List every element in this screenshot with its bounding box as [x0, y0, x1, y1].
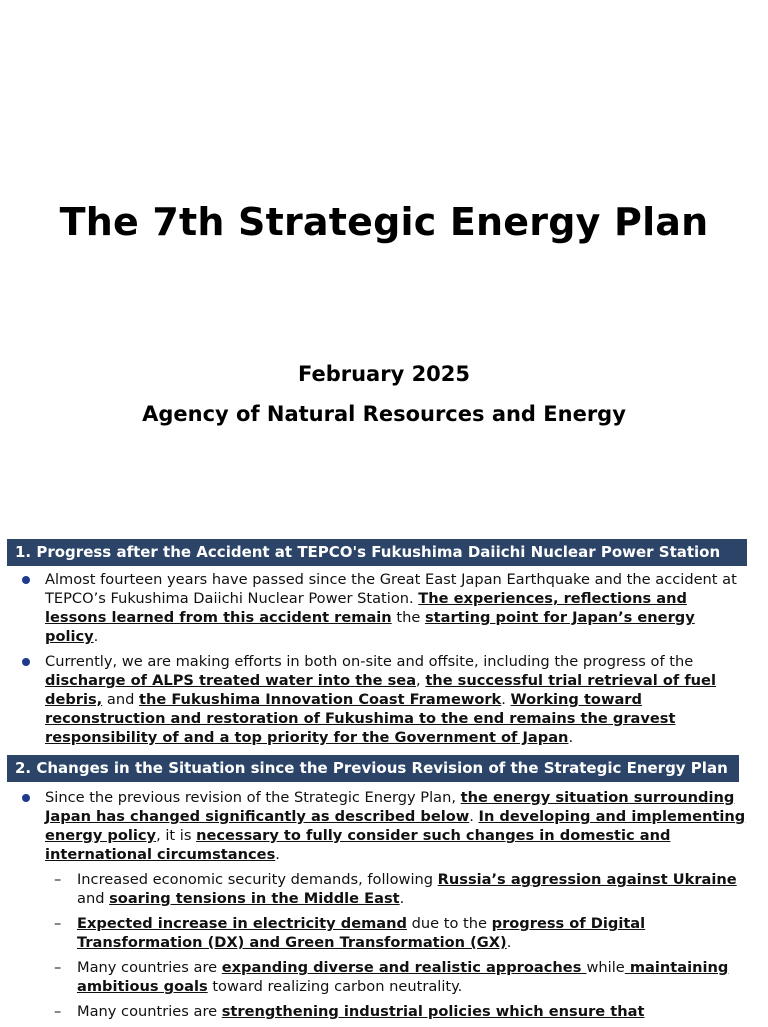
page-title: The 7th Strategic Energy Plan: [59, 200, 709, 244]
dash-icon: –: [54, 1003, 62, 1020]
bullet-dot-icon: [22, 794, 30, 802]
sub-item: [45, 870, 750, 908]
emphasis-text: soaring tensions in the Middle East: [109, 890, 400, 907]
bullet-item: [20, 788, 750, 1021]
body-text: Many countries are: [77, 959, 222, 976]
publication-date: February 2025: [297, 362, 471, 386]
body-text: .: [93, 628, 99, 645]
bullet-dot-icon: [22, 576, 30, 584]
sub-item: [45, 914, 750, 952]
sub-item: [45, 1002, 750, 1021]
emphasis-text: starting point for Japan’s energy policy: [45, 609, 695, 645]
section-header-1: 1. Progress after the Accident at TEPCO's Fukushima Daiichi Nuclear Power Station: [7, 539, 747, 566]
sub-list: [45, 870, 750, 1021]
emphasis-text: the energy situation surrounding Japan has changed significantly as described below: [45, 789, 735, 825]
body-text: .: [399, 890, 405, 907]
sub-item-text: [77, 1003, 644, 1020]
body-text: .: [568, 729, 574, 746]
emphasis-text: expanding diverse and realistic approaches: [221, 959, 587, 976]
emphasis-text: the successful trial retrieval of fuel debris,: [45, 672, 716, 708]
bullet-dot-icon: [22, 658, 30, 666]
bullet-text: [45, 789, 745, 863]
emphasis-text: In developing and implementing energy policy: [45, 808, 746, 844]
emphasis-text: Working toward reconstruction and restoration of Fukushima to the end remains the gravest responsibility of and a top priority for the Government of Japan: [45, 691, 676, 746]
bullet-text: [45, 571, 737, 645]
emphasis-text: strengthening industrial policies which ensure that: [221, 1003, 645, 1020]
bullet-text: [45, 653, 716, 746]
emphasis-text: progress of Digital Transformation (DX) and Green Transformation (GX): [77, 915, 646, 951]
emphasis-text: the Fukushima Innovation Coast Framework: [138, 691, 502, 708]
section-header-2: 2. Changes in the Situation since the Previous Revision of the Strategic Energy Plan: [7, 755, 739, 782]
emphasis-text: The experiences, reflections and lessons learned from this accident remain: [45, 590, 687, 626]
body-text: Increased economic security demands, following: [77, 871, 438, 888]
body-text: .: [506, 934, 512, 951]
bullet-item: [20, 652, 750, 747]
sub-item-text: [77, 959, 728, 995]
body-text: Many countries are: [77, 1003, 222, 1020]
dash-icon: –: [54, 959, 62, 976]
body-text: .: [501, 691, 511, 708]
body-text: and: [102, 691, 139, 708]
body-text: toward realizing carbon neutrality.: [207, 978, 463, 995]
dash-icon: –: [54, 915, 62, 932]
sub-item-text: [77, 871, 737, 907]
bullet-item: [20, 570, 750, 646]
emphasis-text: necessary to fully consider such changes in domestic and international circumstances: [45, 827, 671, 863]
emphasis-text: discharge of ALPS treated water into the sea: [45, 672, 417, 689]
agency-name: Agency of Natural Resources and Energy: [142, 402, 626, 426]
body-text: Currently, we are making efforts in both on-site and offsite, including the progress of the: [45, 653, 694, 670]
body-text: .: [275, 846, 280, 863]
section-1-bullets: [20, 570, 750, 753]
section-2-bullets: [20, 788, 750, 1027]
body-text: ,: [416, 672, 426, 689]
emphasis-text: Expected increase in electricity demand: [77, 915, 407, 932]
body-text: Almost fourteen years have passed since the Great East Japan Earthquake and the accident at TEPCO’s Fukushima Daiichi Nuclear Power Station.: [45, 571, 737, 607]
body-text: Since the previous revision of the Strategic Energy Plan,: [45, 789, 461, 806]
emphasis-text: maintaining ambitious goals: [77, 959, 729, 995]
sub-item: [45, 958, 750, 996]
body-text: and: [77, 890, 110, 907]
body-text: while: [586, 959, 625, 976]
body-text: due to the: [406, 915, 492, 932]
body-text: .: [469, 808, 479, 825]
body-text: , it is: [156, 827, 197, 844]
dash-icon: –: [54, 871, 62, 888]
emphasis-text: Russia’s aggression against Ukraine: [437, 871, 737, 888]
body-text: the: [391, 609, 425, 626]
sub-item-text: [77, 915, 645, 951]
